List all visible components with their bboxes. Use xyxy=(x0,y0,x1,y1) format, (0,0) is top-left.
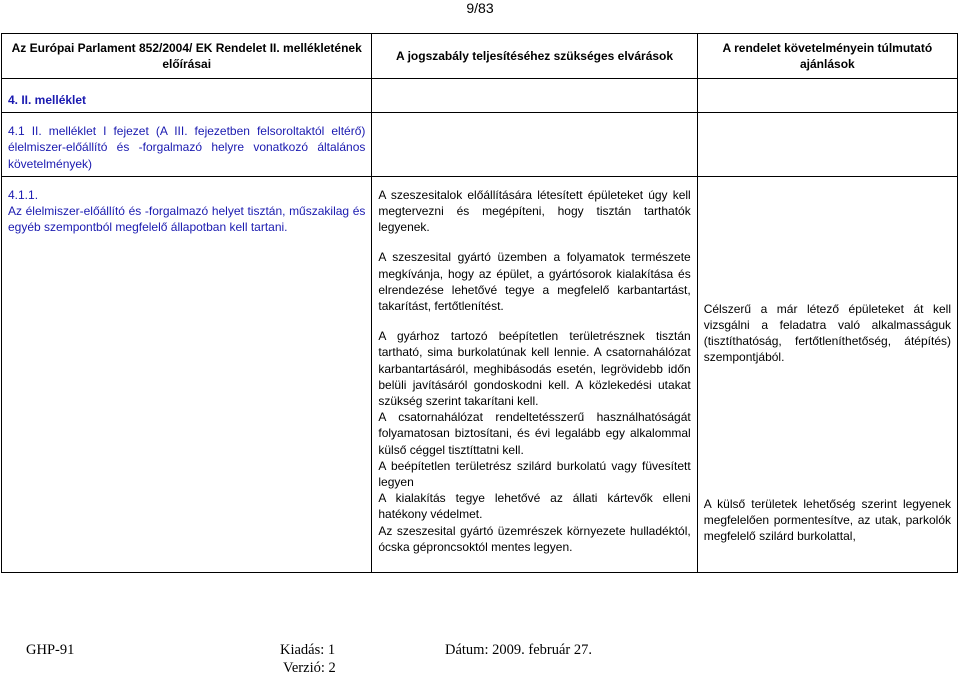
section-empty-3 xyxy=(697,79,957,113)
req-paragraph-7: Az szeszesital gyártó üzemrészek környezete hulladéktól, ócska géproncsoktól mentes legyen. xyxy=(378,523,691,554)
item-row xyxy=(2,176,958,572)
item-cell xyxy=(2,176,372,572)
footer-edition: Kiadás: 1 xyxy=(280,642,336,658)
subsection-empty-3 xyxy=(697,113,957,177)
header-expectations: A jogszabály teljesítéséhez szükséges elvárások xyxy=(372,34,697,79)
footer-version: Verzió: 2 xyxy=(283,660,336,676)
req-paragraph-1: A szeszesitalok előállítására létesített épületeket úgy kell megtervezni és megépíteni, hogy tisztán tarthatók legyenek. xyxy=(378,187,691,235)
section-cell xyxy=(2,79,372,113)
rec-paragraph-2: A külső területek lehetőség szerint legyenek megfelelően pormentesítve, az utak, parkolók megfelelő szilárd burkolattal, xyxy=(703,496,951,544)
subsection-cell xyxy=(2,113,372,177)
req-paragraph-4: A csatornahálózat rendeltetésszerű használhatóságát folyamatosan biztosítani, és évi legalább egy alkalommal külső céggel tisztíttatni kell. xyxy=(378,410,691,457)
recommendations-cell xyxy=(697,176,957,572)
rec-paragraph-1: Célszerű a már létező épületeket át kell vizsgálni a feladatra való alkalmasságuk (tisztíthatóság, fertőtleníthetőség, átépítés) szempontjából. xyxy=(703,301,951,365)
section-row xyxy=(2,79,958,113)
item-number: 4.1.1. xyxy=(8,187,39,202)
requirements-cell xyxy=(372,176,697,572)
header-recommendations: A rendelet követelményein túlmutató ajánlások xyxy=(697,34,957,79)
footer-date: Dátum: 2009. február 27. xyxy=(445,642,592,658)
item-text: Az élelmiszer-előállító és -forgalmazó helyet tisztán, műszakilag és egyéb szempontból megfelelő állapotban kell tartani. xyxy=(8,204,366,235)
page-number: 9/83 xyxy=(466,0,494,16)
section-title: 4. II. melléklet xyxy=(8,93,87,107)
subsection-row xyxy=(2,113,958,177)
req-paragraph-5: A beépítetlen területrész szilárd burkolatú vagy füvesített legyen xyxy=(378,458,691,490)
subsection-empty-2 xyxy=(372,113,697,177)
req-paragraph-3: A gyárhoz tartozó beépítetlen területrésznek tisztán tartható, sima burkolatúnak kell lennie. A csatornahálózat karbantartásáról, meghibásodás esetén, legrövidebb időn belüli javításáról gondoskodni kell. A közlekedési utakat szükség szerint takarítani kell. xyxy=(378,329,691,409)
footer-code: GHP-91 xyxy=(26,642,75,658)
requirements-table xyxy=(1,33,958,573)
req-paragraph-2: A szeszesital gyártó üzemben a folyamatok természete megkívánja, hogy az épület, a gyártósorok kialakítása és elrendezése lehetővé tegye a megfelelő karbantartást, takarítást, fertőtlenítést. xyxy=(378,250,691,314)
req-paragraph-6: A kialakítás tegye lehetővé az állati kártevők elleni hatékony védelmet. xyxy=(378,491,691,522)
subsection-title: 4.1 II. melléklet I fejezet (A III. fejezetben felsoroltaktól eltérő) élelmiszer-előállító és -forgalmazó helyre vonatkozó általános követelmények) xyxy=(8,124,366,171)
section-empty-2 xyxy=(372,79,697,113)
header-row xyxy=(2,34,958,79)
header-regulation: Az Európai Parlament 852/2004/ EK Rendelet II. mellékletének előírásai xyxy=(2,34,372,79)
